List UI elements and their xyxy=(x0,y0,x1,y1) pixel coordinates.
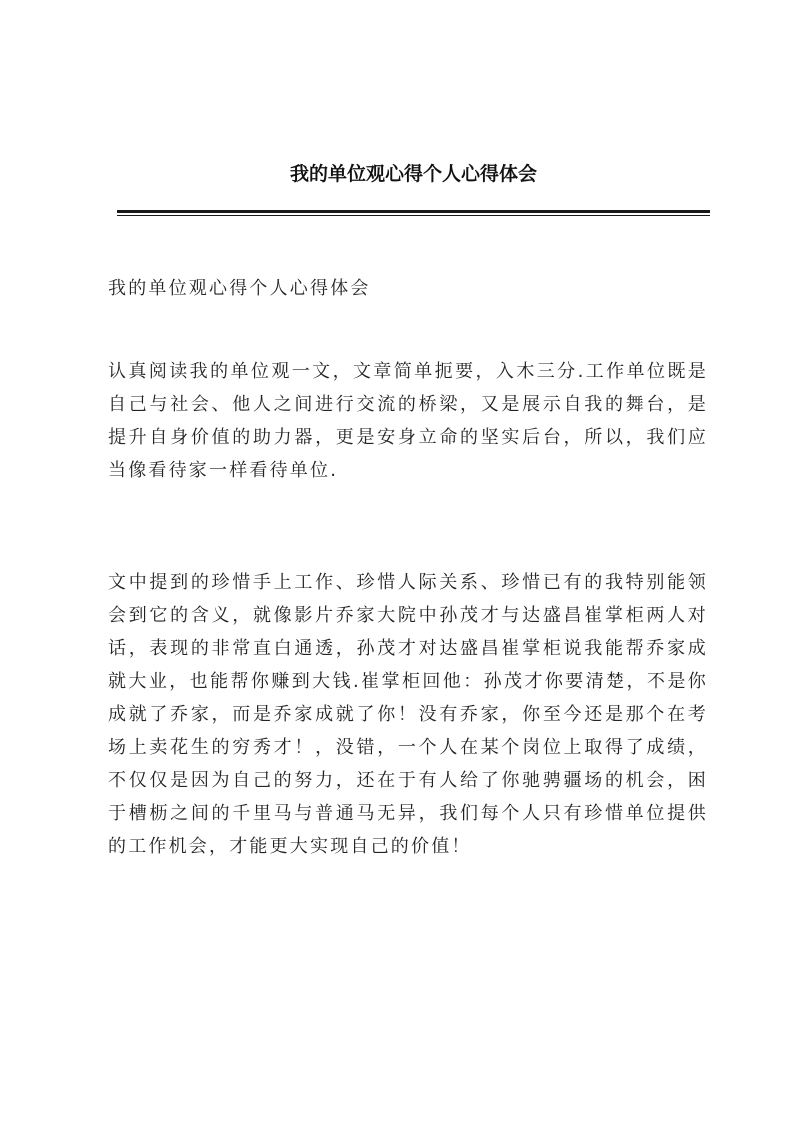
paragraph-2: 文中提到的珍惜手上工作、珍惜人际关系、珍惜已有的我特别能领会到它的含义，就像影片乔家大院中孙茂才与达盛昌崔掌柜两人对话，表现的非常直白通透，孙茂才对达盛昌崔掌柜说我能帮乔家成就大业，也能帮你赚到大钱.崔掌柜回他：孙茂才你要清楚，不是你成就了乔家，而是乔家成就了你！没有乔家，你至今还是那个在考场上卖花生的穷秀才！，没错，一个人在某个岗位上取得了成绩，不仅仅是因为自己的努力，还在于有人给了你驰骋疆场的机会，困于槽枥之间的千里马与普通马无异，我们每个人只有珍惜单位提供的工作机会，才能更大实现自己的价值！ xyxy=(108,572,708,857)
paragraph-1: 认真阅读我的单位观一文，文章简单扼要，入木三分.工作单位既是自己与社会、他人之间进行交流的桥梁，又是展示自我的舞台，是提升自身价值的助力器，更是安身立命的坚实后台，所以，我们应当像看待家一样看待单位. xyxy=(108,361,708,481)
title-divider-thin xyxy=(117,215,710,216)
document-subtitle: 我的单位观心得个人心得体会 xyxy=(108,278,371,299)
document-title: 我的单位观心得个人心得体会 xyxy=(289,163,537,185)
title-divider-thick xyxy=(117,210,710,213)
